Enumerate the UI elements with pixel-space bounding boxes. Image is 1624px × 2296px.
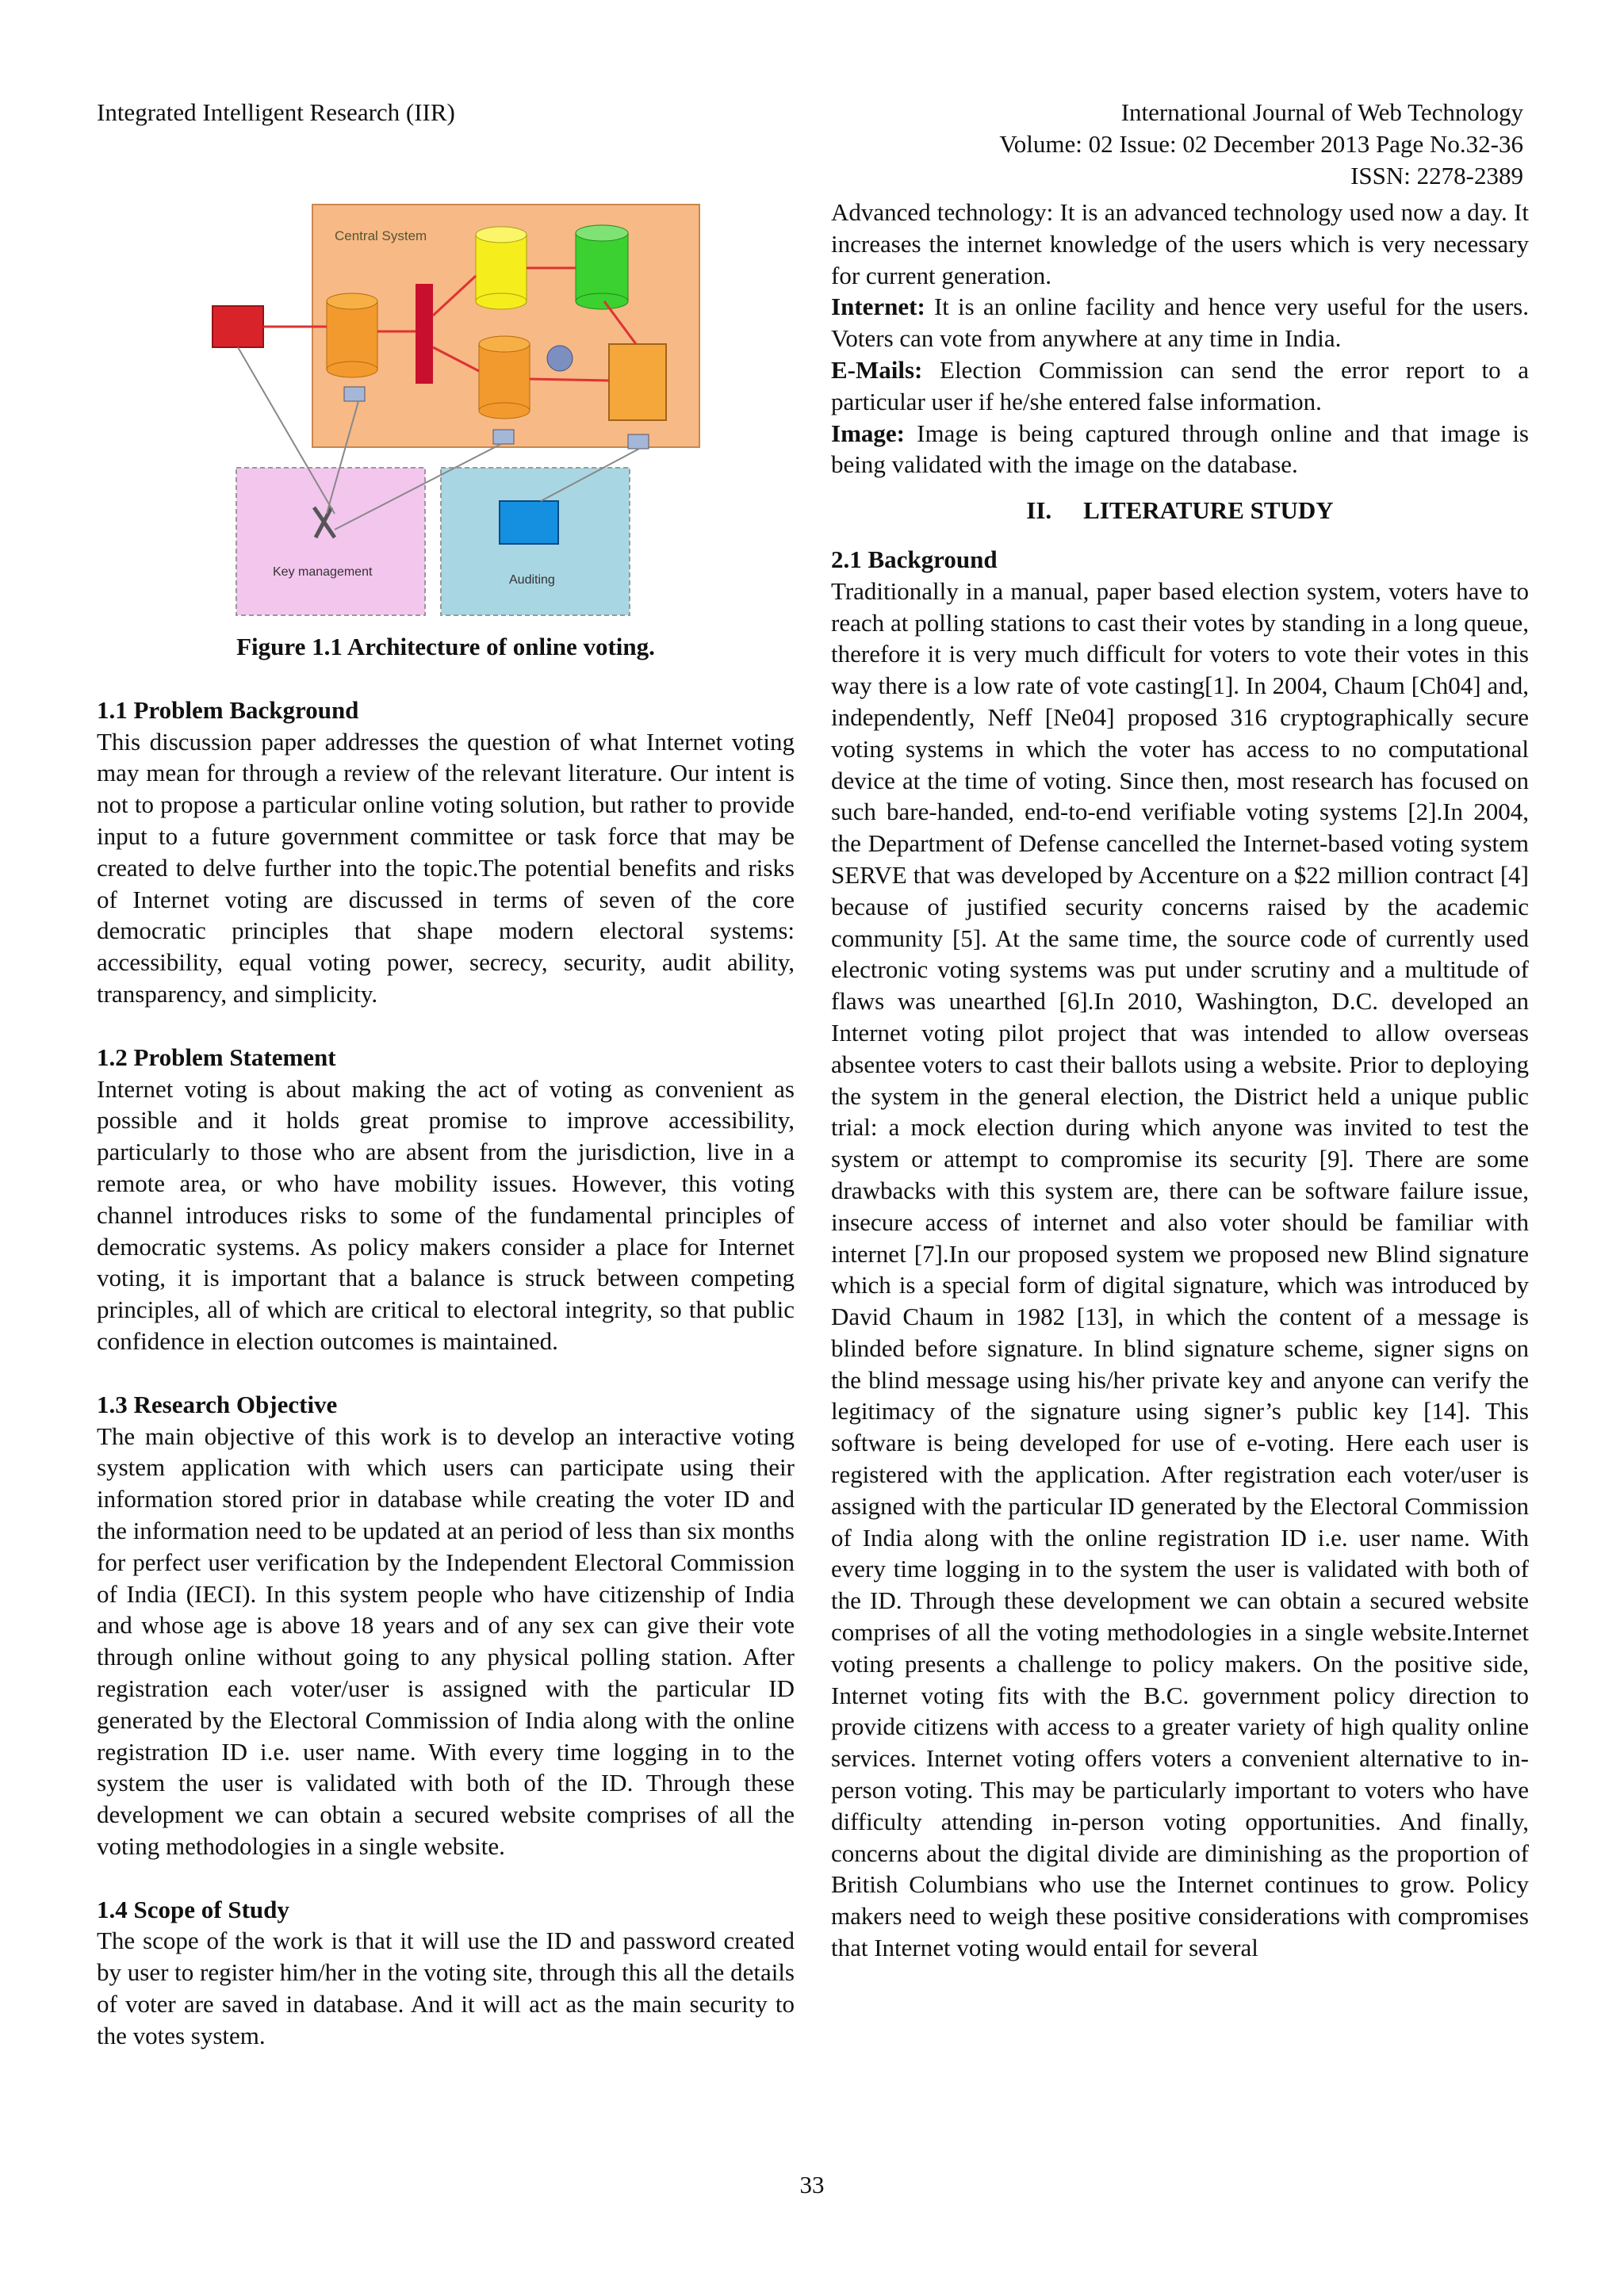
right-column: [831, 197, 1529, 1964]
architecture-figure: [97, 197, 795, 625]
term-text: It is an online facility and hence very useful for the users. Voters can vote from anywhere at any time in India.: [831, 293, 1529, 353]
section-heading: 1.2 Problem Statement: [97, 1043, 336, 1071]
section-heading: 2.1 Background: [831, 545, 998, 573]
paragraph: [831, 418, 1529, 481]
journal-info: [999, 97, 1523, 192]
chapter-number: II.: [1026, 496, 1052, 525]
log-box: [493, 430, 514, 444]
paragraph: The main objective of this work is to develop an interactive voting system application with which users can participate using their information stored prior in database while creating the voter ID and the information need to be updated at an period of less than six months for perfect user verification by the Independent Electoral Commission of India (IECI). In this system people who have citizenship of India and whose age is above 18 years and of any sex can give their vote through online without going to any physical polling station. After registration each voter/user is assigned with the particular ID generated by the Electoral Commission of India along with the online registration ID i.e. user name. With every time logging in to the system the user is validated with both of the ID. Through these development we can obtain a secured website comprises of all the voting methodologies in a single website.: [97, 1422, 795, 1860]
central-system-label: Central System: [335, 228, 427, 243]
journal-title: International Journal of Web Technology: [1120, 98, 1523, 126]
key-management-block: [236, 468, 425, 615]
paragraph: [831, 291, 1529, 354]
paragraph: This discussion paper addresses the question of what Internet voting may mean for through a review of the relevant literature. Our intent is not to propose a particular online voting solution, but rather to provide input to a future government committee or task force that may be created to delve further into the topic.The potential benefits and risks of Internet voting are discussed in terms of seven of the core democratic principles that shape modern electoral systems: accessibility, equal voting power, secrecy, security, audit ability, transparency, and simplicity.: [97, 727, 795, 1008]
term-label: Image:: [831, 419, 905, 447]
section-heading: 1.3 Research Objective: [97, 1390, 338, 1418]
log-box: [344, 387, 365, 401]
journal-issn: ISSN: 2278-2389: [1350, 162, 1523, 189]
vote-application-node: [213, 306, 263, 347]
term-label: Internet:: [831, 293, 925, 321]
firewall-bar: [416, 284, 433, 384]
auditing-label: Auditing: [509, 573, 555, 587]
term-text: Election Commission can send the error report to a particular user if he/she entered false information.: [831, 355, 1529, 415]
forwarding-server-node: [327, 293, 377, 377]
paragraph: Advanced technology: It is an advanced technology used now a day. It increases the internet knowledge of the users which is very necessary for current generation.: [831, 198, 1529, 289]
paragraph: Traditionally in a manual, paper based election system, voters have to reach at polling stations to cast their votes by standing in a long queue, therefore it is very much difficult for voters to vote their votes in this way there is a low rate of vote casting[1]. In 2004, Chaum [Ch04] and, independently, Neff [Ne04] proposed 316 cryptographically secure voting systems in which the voter has access to no computational device at the time of voting. Since then, most research has focused on such bare-handed, end-to-end verifiable voting systems [2].In 2004, the Department of Defense cancelled the Internet-based voting system SERVE that was developed by Accenture on a $22 million contract [4] because of justified security concerns raised by the academic community [5]. At the same time, the source code of currently used electronic voting systems was put under scrutiny and a multitude of flaws was unearthed [6].In 2010, Washington, D.C. developed an Internet voting pilot project that was intended to allow overseas absentee voters to cast their ballots using a website. Prior to deploying the system in the general election, the District held a unique public trial: a mock election during which anyone was invited to test the system or attempt to compromise its security [9]. There are some drawbacks with this system are, there can be software failure issue, insecure access of internet and also voter should be familiar with internet [7].In our proposed system we proposed new Blind signature which is a special form of digital signature, which was introduced by David Chaum in 1982 [13], in which the content of a message is blinded before signature. In blind signature scheme, signer signs on the blind message using his/her private key and anyone can verify the legitimacy of the signature using signer’s public key [14]. This software is being developed for use of e-voting. Here each user is registered with the application. After registration each voter/user is assigned with the particular ID generated by the Electoral Commission of India along with the online registration ID i.e. user name. With every time logging in to the system the user is validated with both of the ID. Through these development we can obtain a secured website comprises of all the voting methodologies in a single website.Internet voting presents a challenge to policy makers. On the positive side, Internet voting fits with the B.C. government policy direction to provide citizens with access to a greater variety of high quality online services. Internet voting offers voters a convenient alternative to in-person voting. This may be particularly important to voters who have difficulty attending in-person voting opportunities. And finally, concerns about the digital divide are diminishing as the proportion of British Columbians who use the Internet continues to grow. Policy makers need to weigh these positive considerations with compromises that Internet voting would entail for several: [831, 576, 1529, 1962]
term-text: Image is being captured through online and that image is being validated with the image on the database.: [831, 419, 1529, 479]
page-number: 33: [799, 2171, 825, 2198]
section-heading: 1.4 Scope of Study: [97, 1895, 289, 1923]
chapter-title: LITERATURE STUDY: [1083, 496, 1334, 525]
paragraph: The scope of the work is that it will use the ID and password created by user to register him/her in the voting site, through this all the details of voter are saved in database. And it will act as the main security to the votes system.: [97, 1927, 795, 2049]
counting-application-node: [609, 344, 666, 420]
network-globe-icon: [547, 346, 573, 371]
section-heading: 1.1 Problem Background: [97, 695, 359, 724]
chapter-heading: [831, 495, 1529, 526]
journal-source: Integrated Intelligent Research (IIR): [97, 98, 455, 126]
paragraph: Internet voting is about making the act of voting as convenient as possible and it holds great promise to improve accessibility, particularly to those who are absent from the jurisdiction, live in a remote area, or who have mobility issues. However, this voting channel introduces risks to some of the fundamental principles of democratic systems. As policy makers consider a place for Internet voting, it is important that a balance is struck between competing principles, all of which are critical to electoral integrity, so that public confidence in election outcomes is maintained.: [97, 1074, 795, 1355]
figure-caption: Figure 1.1 Architecture of online voting.: [236, 633, 655, 660]
paragraph: [831, 354, 1529, 418]
key-management-label: Key management: [273, 565, 373, 579]
audit-application-node: [500, 501, 558, 544]
term-label: E-Mails:: [831, 355, 923, 384]
left-column: [97, 197, 795, 2052]
architecture-diagram: [97, 197, 795, 625]
log-box: [628, 434, 649, 449]
journal-volume: Volume: 02 Issue: 02 December 2013 Page No.32-36: [999, 130, 1523, 158]
candidate-data-node: [576, 225, 628, 309]
voter-data-node: [476, 227, 527, 309]
storage-server-node: [479, 336, 530, 419]
